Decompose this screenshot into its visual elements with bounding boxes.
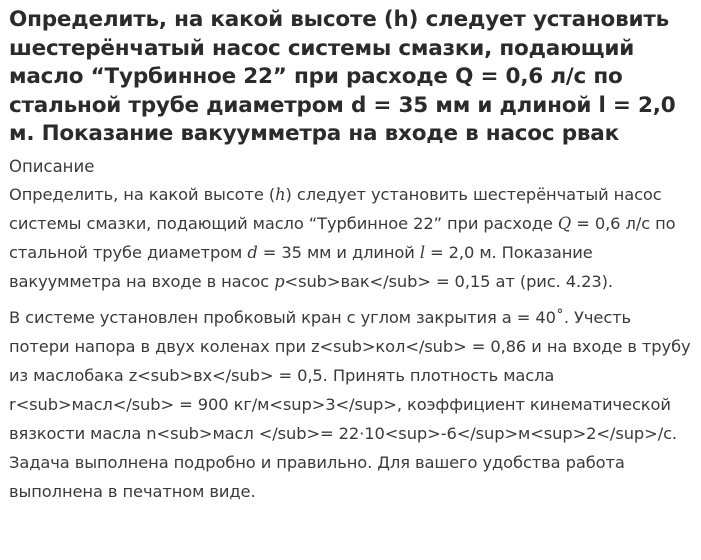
paragraph-1-text-1: Определить, на какой высоте ( [9, 184, 276, 204]
variable-h: h [275, 184, 286, 204]
page-content [9, 6, 693, 506]
variable-p: p [274, 271, 285, 291]
paragraph-1-text-2: ) следует установить шестерёнчатый насос системы смазки, подающий масло “Турбинное 22” при расходе [9, 184, 662, 233]
paragraph-1-text-4: = 35 мм и длиной [257, 242, 420, 262]
description-label: Описание [9, 156, 95, 176]
page-title: Определить, на какой высоте (h) следует установить шестерёнчатый насос системы смазки, подающий масло “Турбинное 22” при расходе Q = 0,6 л/с по стальной трубе диаметром d = 35 мм и длиной l = 2,0 м. Показание вакуумметра на входе в насос рвак [9, 7, 676, 146]
paragraph-1-text-3: = 0,6 л/с по стальной трубе диаметром [9, 213, 676, 262]
variable-l: l [419, 242, 425, 262]
paragraph-1-text-6: <sub>вак</sub> = 0,15 ат (рис. 4.23). [284, 271, 613, 291]
description-paragraph-2: В системе установлен пробковый кран с углом закрытия a = 40˚. Учесть потери напора в двух коленах при z<sub>кол</sub> = 0,86 и на входе в трубу из маслобака z<sub>вх</sub> = 0,5. Принять плотность масла r<sub>масл</sub> = 900 кг/м<sup>3</sup>, коэффициент кинематической вязкости масла n<sub>масл </sub>= 22·10<sup>-6</sup>м<sup>2</sup>/с. Задача выполнена подробно и правильно. Для вашего удобства работа выполнена в печатном виде. [9, 307, 691, 501]
description-paragraph-1 [9, 180, 693, 296]
variable-d: d [247, 242, 258, 262]
paragraph-1-text-5: = 2,0 м. Показание вакуумметра на входе в насос [9, 242, 593, 291]
variable-q: Q [557, 213, 572, 233]
